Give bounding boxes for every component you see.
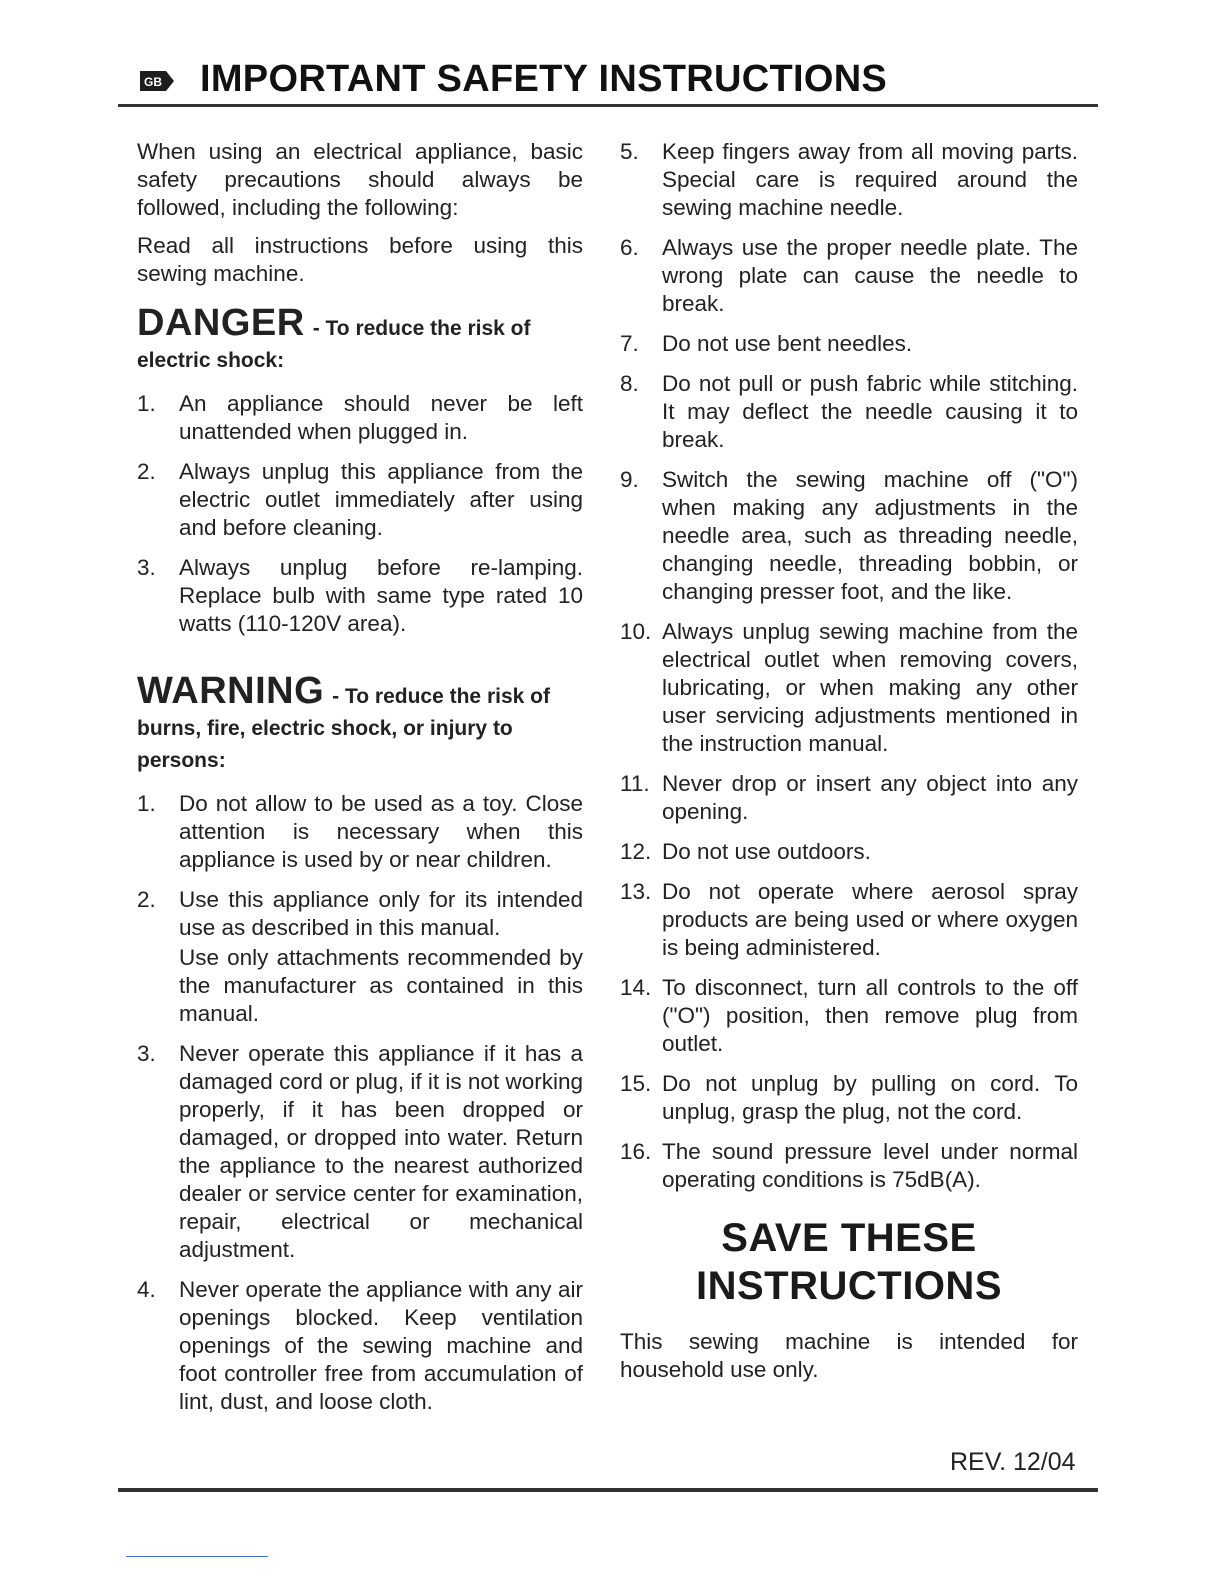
revision-label: REV. 12/04 — [950, 1448, 1076, 1476]
list-item — [137, 1276, 583, 1416]
list-item — [137, 886, 583, 1028]
warning-word: WARNING — [137, 670, 325, 712]
item-number: 14. — [620, 975, 652, 1000]
item-text: Always unplug this appliance from the electric outlet immediately after using and before cleaning. — [179, 459, 583, 540]
item-text: Always unplug sewing machine from the electrical outlet when removing covers, lubricating, or when making any other user servicing adjustments mentioned in the instruction manual. — [662, 619, 1078, 756]
warning-list-left — [137, 790, 583, 1416]
save-heading-line-1: SAVE THESE — [721, 1216, 977, 1260]
item-number: 1. — [137, 391, 156, 416]
item-number: 10. — [620, 619, 652, 644]
list-item — [620, 370, 1078, 454]
danger-word: DANGER — [137, 302, 305, 344]
gb-flag-icon — [138, 68, 176, 94]
gb-badge-label: GB — [144, 75, 162, 89]
page-edge-mark — [126, 1556, 268, 1557]
danger-section — [137, 302, 583, 638]
item-text: Never operate the appliance with any air openings blocked. Keep ventilation openings of the sewing machine and foot controller free from accumulation of lint, dust, and loose cloth. — [179, 1277, 583, 1414]
list-item — [620, 138, 1078, 222]
item-text: Do not use bent needles. — [662, 331, 913, 356]
intro-paragraph: When using an electrical appliance, basic safety precautions should always be followed, including the following: — [137, 139, 583, 220]
item-number: 7. — [620, 331, 639, 356]
household-use-note: This sewing machine is intended for household use only. — [620, 1329, 1078, 1382]
left-column — [137, 138, 583, 1428]
list-item — [620, 1138, 1078, 1194]
danger-heading — [137, 302, 583, 378]
item-text: Do not operate where aerosol spray products are being used or where oxygen is being administered. — [662, 879, 1078, 960]
save-instructions-heading — [620, 1214, 1078, 1310]
item-number: 6. — [620, 235, 639, 260]
warning-subtitle: - To reduce the risk of burns, fire, electric shock, or injury to persons: — [137, 685, 550, 772]
danger-subtitle: - To reduce the risk of electric shock: — [137, 317, 531, 372]
item-text: Do not unplug by pulling on cord. To unplug, grasp the plug, not the cord. — [662, 1071, 1078, 1124]
warning-section — [137, 670, 583, 1416]
list-item — [620, 878, 1078, 962]
list-item — [137, 1040, 583, 1264]
item-number: 15. — [620, 1071, 652, 1096]
item-number: 2. — [137, 887, 156, 912]
page-header — [118, 56, 1098, 107]
item-text: Never operate this appliance if it has a damaged cord or plug, if it is not working properly, if it has been dropped or damaged, or dropped into water. Return the appliance to the nearest authorized dealer or service center for examination, repair, electrical or mechanical adjustment. — [179, 1041, 583, 1262]
item-text: To disconnect, turn all controls to the off ("O") position, then remove plug from outlet. — [662, 975, 1078, 1056]
item-text: Use this appliance only for its intended use as described in this manual. — [179, 887, 583, 940]
item-text: Always use the proper needle plate. The wrong plate can cause the needle to break. — [662, 235, 1078, 316]
list-item — [620, 1070, 1078, 1126]
warning-list-right — [620, 138, 1078, 1194]
list-item — [620, 466, 1078, 606]
list-item — [620, 618, 1078, 758]
list-item — [137, 554, 583, 638]
item-number: 13. — [620, 879, 652, 904]
item-number: 9. — [620, 467, 639, 492]
warning-heading — [137, 670, 583, 778]
item-text: Do not use outdoors. — [662, 839, 871, 864]
list-item — [620, 770, 1078, 826]
list-item — [137, 390, 583, 446]
item-text: Switch the sewing machine off ("O") when making any adjustments in the needle area, such as threading needle, changing needle, threading bobbin, or changing presser foot, and the like. — [662, 467, 1078, 604]
item-number: 16. — [620, 1139, 652, 1164]
item-text: Always unplug before re-lamping. Replace bulb with same type rated 10 watts (110-120V area). — [179, 555, 583, 636]
list-item — [137, 458, 583, 542]
item-text: Keep fingers away from all moving parts. Special care is required around the sewing machine needle. — [662, 139, 1078, 220]
item-text: Never drop or insert any object into any opening. — [662, 771, 1078, 824]
right-column — [620, 138, 1078, 1394]
list-item — [620, 234, 1078, 318]
item-number: 2. — [137, 459, 156, 484]
list-item — [620, 838, 1078, 866]
item-number: 3. — [137, 555, 156, 580]
page-title: IMPORTANT SAFETY INSTRUCTIONS — [200, 58, 888, 100]
list-item — [137, 790, 583, 874]
item-number: 5. — [620, 139, 639, 164]
danger-list — [137, 390, 583, 638]
item-number: 4. — [137, 1277, 156, 1302]
item-extra-text: Use only attachments recommended by the manufacturer as contained in this manual. — [179, 945, 583, 1026]
list-item — [620, 330, 1078, 358]
item-text: Do not allow to be used as a toy. Close attention is necessary when this appliance is used by or near children. — [179, 791, 583, 872]
footer-divider — [118, 1488, 1098, 1492]
item-text: An appliance should never be left unattended when plugged in. — [179, 391, 583, 444]
list-item — [620, 974, 1078, 1058]
item-number: 8. — [620, 371, 639, 396]
item-number: 1. — [137, 791, 156, 816]
item-text: Do not pull or push fabric while stitching. It may deflect the needle causing it to break. — [662, 371, 1078, 452]
item-number: 3. — [137, 1041, 156, 1066]
item-text: The sound pressure level under normal operating conditions is 75dB(A). — [662, 1139, 1078, 1192]
item-number: 12. — [620, 839, 652, 864]
item-number: 11. — [620, 771, 650, 796]
save-heading-line-2: INSTRUCTIONS — [696, 1264, 1002, 1308]
read-instructions-paragraph: Read all instructions before using this sewing machine. — [137, 233, 583, 286]
